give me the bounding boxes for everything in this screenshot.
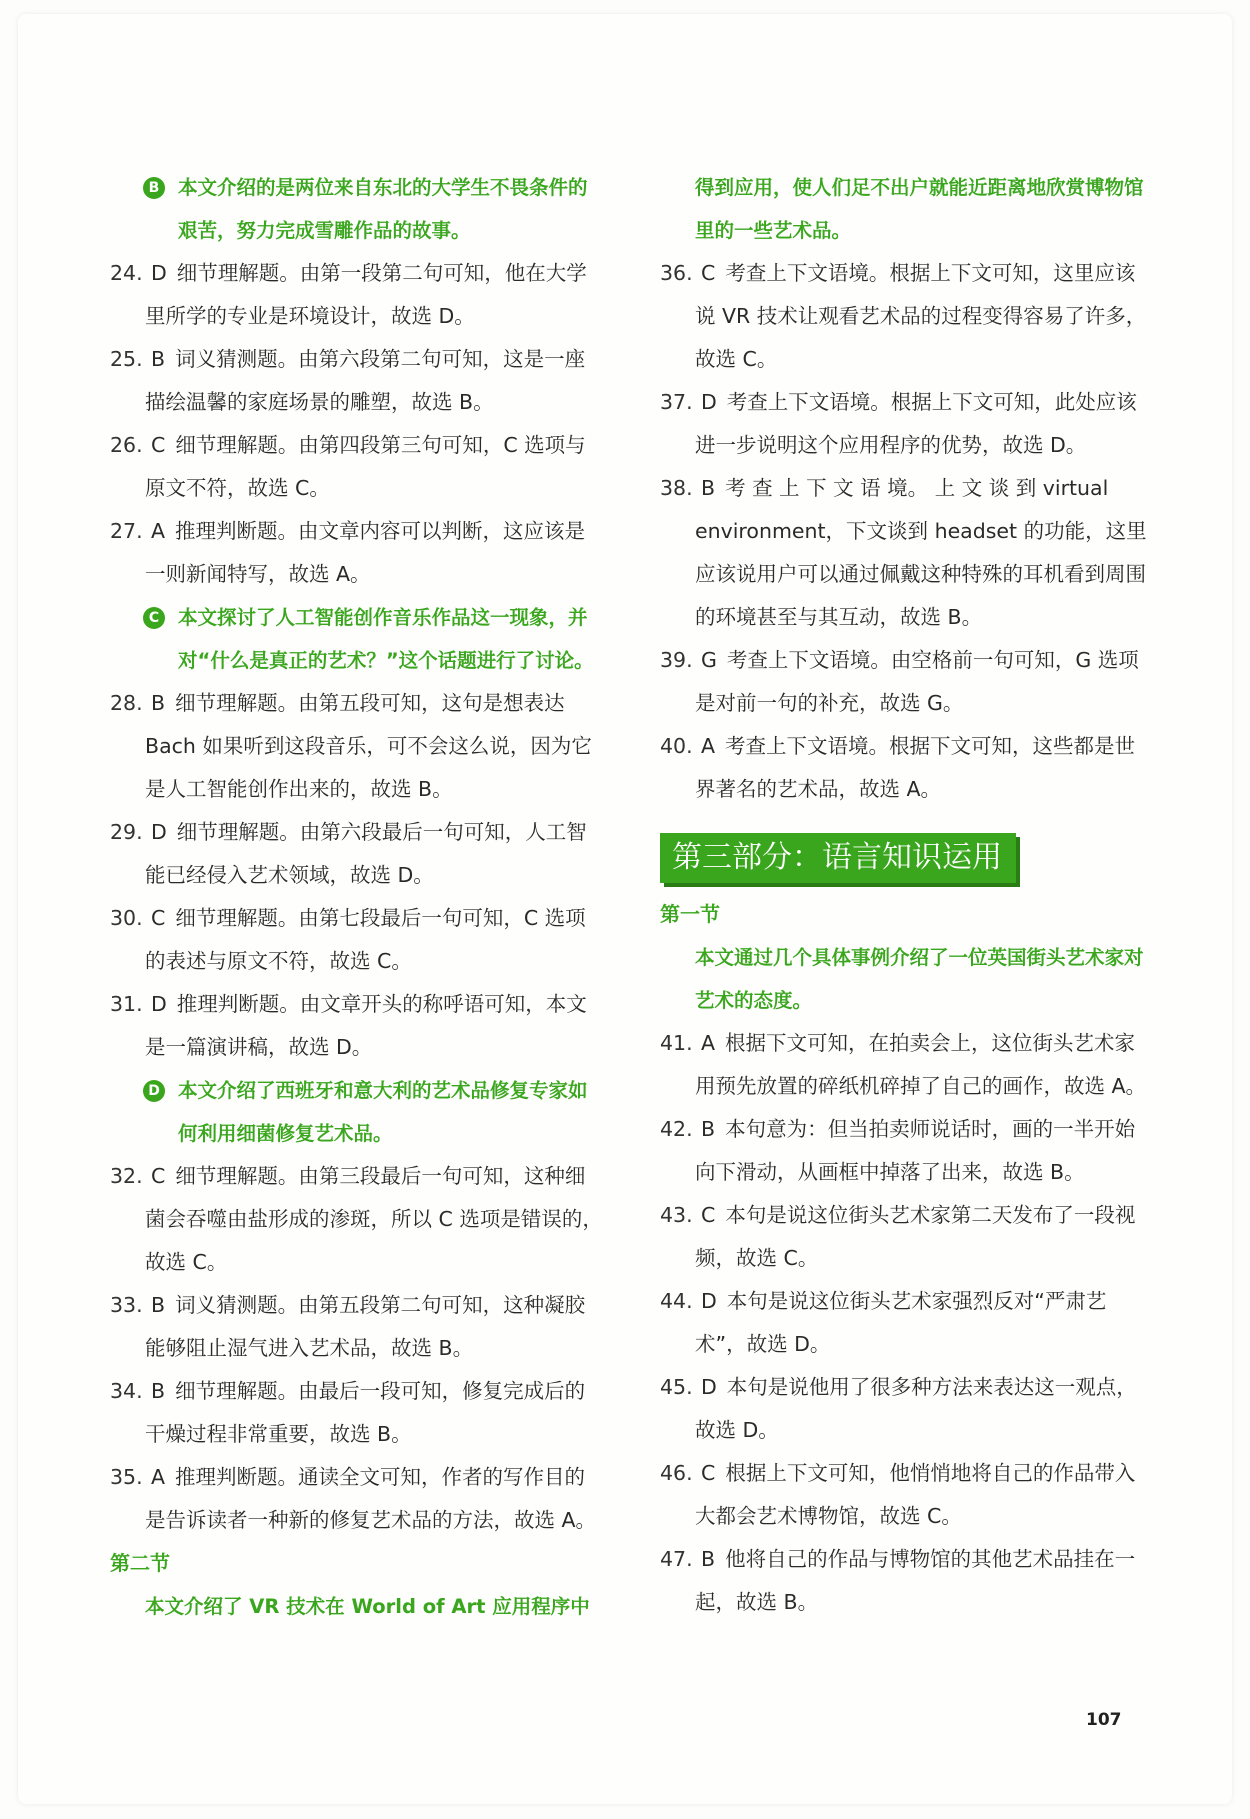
answer-letter: D	[701, 390, 717, 414]
question-number: 30.	[110, 906, 143, 930]
section-label-2: 第二节	[110, 1551, 170, 1575]
question-number: 42.	[660, 1117, 693, 1141]
question-number: 46.	[660, 1461, 693, 1485]
question-number: 36.	[660, 261, 693, 285]
answer-item-32	[110, 1155, 604, 1284]
answer-letter: C	[701, 1461, 716, 1485]
answer-item-28	[110, 682, 604, 811]
answer-letter: C	[151, 1164, 166, 1188]
answer-letter: D	[701, 1375, 717, 1399]
question-number: 44.	[660, 1289, 693, 1313]
answer-item-37	[660, 381, 1148, 467]
answer-item-38	[660, 467, 1148, 639]
page-number: 107	[1086, 1710, 1122, 1730]
answer-letter: A	[151, 519, 166, 543]
answer-letter: C	[151, 906, 166, 930]
answer-item-30	[110, 897, 604, 983]
left-column	[110, 166, 604, 1628]
answer-letter: D	[151, 820, 167, 844]
answer-item-29	[110, 811, 604, 897]
passage-intro-text: 本文介绍的是两位来自东北的大学生不畏条件的艰苦，努力完成雪雕作品的故事。	[178, 176, 588, 242]
answer-explanation: 根据上下文可知，他悄悄地将自己的作品带入大都会艺术博物馆，故选 C。	[695, 1461, 1136, 1528]
question-number: 32.	[110, 1164, 143, 1188]
question-number: 47.	[660, 1547, 693, 1571]
question-number: 45.	[660, 1375, 693, 1399]
answer-item-45	[660, 1366, 1148, 1452]
answer-letter: D	[151, 992, 167, 1016]
answer-explanation: 考 查 上 下 文 语 境。 上 文 谈 到 virtual environment，下文谈到 headset 的功能，这里应该说用户可以通过佩戴这种特殊的耳机看到周围的环境甚至与其互动，故选 B。	[695, 476, 1147, 629]
answer-letter: B	[151, 1293, 166, 1317]
answer-item-33	[110, 1284, 604, 1370]
answer-explanation: 考查上下文语境。由空格前一句可知，G 选项是对前一句的补充，故选 G。	[695, 648, 1139, 715]
answer-explanation: 本句是说他用了很多种方法来表达这一观点，故选 D。	[695, 1375, 1137, 1442]
question-number: 35.	[110, 1465, 143, 1489]
answer-letter: B	[151, 347, 166, 371]
answer-item-25	[110, 338, 604, 424]
answer-item-27	[110, 510, 604, 596]
passage-intro-section2	[110, 1585, 604, 1628]
passage-intro-section1	[660, 936, 1148, 1022]
passage-intro-b	[110, 166, 604, 252]
answer-explanation: 考查上下文语境。根据下文可知，这些都是世界著名的艺术品，故选 A。	[695, 734, 1136, 801]
answer-item-41	[660, 1022, 1148, 1108]
passage-intro-text: 本文通过几个具体事例介绍了一位英国街头艺术家对艺术的态度。	[695, 946, 1144, 1012]
question-number: 39.	[660, 648, 693, 672]
section-label-1: 第一节	[660, 902, 720, 926]
question-number: 34.	[110, 1379, 143, 1403]
answer-letter: C	[701, 1203, 716, 1227]
answer-letter: B	[701, 476, 716, 500]
question-number: 40.	[660, 734, 693, 758]
answer-explanation: 推理判断题。通读全文可知，作者的写作目的是告诉读者一种新的修复艺术品的方法，故选 A。	[145, 1465, 597, 1532]
passage-badge-b: B	[143, 177, 165, 199]
answer-item-35	[110, 1456, 604, 1542]
question-number: 43.	[660, 1203, 693, 1227]
answer-explanation: 推理判断题。由文章开头的称呼语可知，本文是一篇演讲稿，故选 D。	[145, 992, 587, 1059]
answer-letter: C	[701, 261, 716, 285]
answer-letter: B	[701, 1117, 716, 1141]
answer-explanation: 细节理解题。由第七段最后一句可知，C 选项的表述与原文不符，故选 C。	[145, 906, 586, 973]
answer-letter: D	[701, 1289, 717, 1313]
passage-intro-text: 得到应用，使人们足不出户就能近距离地欣赏博物馆里的一些艺术品。	[695, 176, 1144, 242]
answer-item-34	[110, 1370, 604, 1456]
answer-letter: B	[701, 1547, 716, 1571]
answer-letter: G	[701, 648, 717, 672]
answer-explanation: 细节理解题。由第四段第三句可知，C 选项与原文不符，故选 C。	[145, 433, 586, 500]
answer-explanation: 他将自己的作品与博物馆的其他艺术品挂在一起，故选 B。	[695, 1547, 1136, 1614]
question-number: 37.	[660, 390, 693, 414]
answer-explanation: 词义猜测题。由第六段第二句可知，这是一座描绘温馨的家庭场景的雕塑，故选 B。	[145, 347, 586, 414]
question-number: 33.	[110, 1293, 143, 1317]
answer-item-46	[660, 1452, 1148, 1538]
answer-explanation: 词义猜测题。由第五段第二句可知，这种凝胶能够阻止湿气进入艺术品，故选 B。	[145, 1293, 586, 1360]
part-three-banner: 第三部分：语言知识运用	[660, 833, 1016, 883]
question-number: 27.	[110, 519, 143, 543]
answer-item-31	[110, 983, 604, 1069]
answer-letter: B	[151, 1379, 166, 1403]
question-number: 28.	[110, 691, 143, 715]
question-number: 25.	[110, 347, 143, 371]
passage-intro-text: 本文探讨了人工智能创作音乐作品这一现象，并对“什么是真正的艺术？”这个话题进行了讨论。	[178, 606, 594, 672]
answer-explanation: 细节理解题。由第五段可知，这句是想表达 Bach 如果听到这段音乐，可不会这么说，因为它是人工智能创作出来的，故选 B。	[145, 691, 592, 801]
answer-item-24	[110, 252, 604, 338]
question-number: 41.	[660, 1031, 693, 1055]
passage-intro-d	[110, 1069, 604, 1155]
passage-intro-continued	[660, 166, 1148, 252]
question-number: 38.	[660, 476, 693, 500]
answer-letter: A	[701, 1031, 716, 1055]
answer-explanation: 细节理解题。由第三段最后一句可知，这种细菌会吞噬由盐形成的渗斑，所以 C 选项是错误的，故选 C。	[145, 1164, 603, 1274]
answer-explanation: 本句是说这位街头艺术家第二天发布了一段视频，故选 C。	[695, 1203, 1136, 1270]
answer-explanation: 根据下文可知，在拍卖会上，这位街头艺术家用预先放置的碎纸机碎掉了自己的画作，故选 A。	[695, 1031, 1147, 1098]
answer-explanation: 细节理解题。由第六段最后一句可知，人工智能已经侵入艺术领域，故选 D。	[145, 820, 587, 887]
answer-item-36	[660, 252, 1148, 381]
passage-badge-c: C	[143, 607, 165, 629]
answer-explanation: 考查上下文语境。根据上下文可知，这里应该说 VR 技术让观看艺术品的过程变得容易了许多，故选 C。	[695, 261, 1147, 371]
answer-letter: A	[151, 1465, 166, 1489]
answer-item-26	[110, 424, 604, 510]
right-column	[660, 166, 1148, 1624]
answer-letter: D	[151, 261, 167, 285]
passage-badge-d: D	[143, 1080, 165, 1102]
answer-item-42	[660, 1108, 1148, 1194]
answer-explanation: 本句是说这位街头艺术家强烈反对“严肃艺术”，故选 D。	[695, 1289, 1107, 1356]
answer-item-44	[660, 1280, 1148, 1366]
answer-item-43	[660, 1194, 1148, 1280]
answer-letter: C	[151, 433, 166, 457]
answer-explanation: 本句意为：但当拍卖师说话时，画的一半开始向下滑动，从画框中掉落了出来，故选 B。	[695, 1117, 1136, 1184]
answer-explanation: 推理判断题。由文章内容可以判断，这应该是一则新闻特写，故选 A。	[145, 519, 586, 586]
passage-intro-c	[110, 596, 604, 682]
answer-item-47	[660, 1538, 1148, 1624]
answer-letter: A	[701, 734, 716, 758]
answer-explanation: 细节理解题。由最后一段可知，修复完成后的干燥过程非常重要，故选 B。	[145, 1379, 586, 1446]
question-number: 31.	[110, 992, 143, 1016]
question-number: 24.	[110, 261, 143, 285]
answer-item-40	[660, 725, 1148, 811]
question-number: 26.	[110, 433, 143, 457]
passage-intro-text: 本文介绍了 VR 技术在 World of Art 应用程序中	[145, 1595, 590, 1618]
answer-letter: B	[151, 691, 166, 715]
passage-intro-text: 本文介绍了西班牙和意大利的艺术品修复专家如何利用细菌修复艺术品。	[178, 1079, 588, 1145]
answer-item-39	[660, 639, 1148, 725]
answer-explanation: 细节理解题。由第一段第二句可知，他在大学里所学的专业是环境设计，故选 D。	[145, 261, 587, 328]
question-number: 29.	[110, 820, 143, 844]
answer-explanation: 考查上下文语境。根据上下文可知，此处应该进一步说明这个应用程序的优势，故选 D。	[695, 390, 1137, 457]
